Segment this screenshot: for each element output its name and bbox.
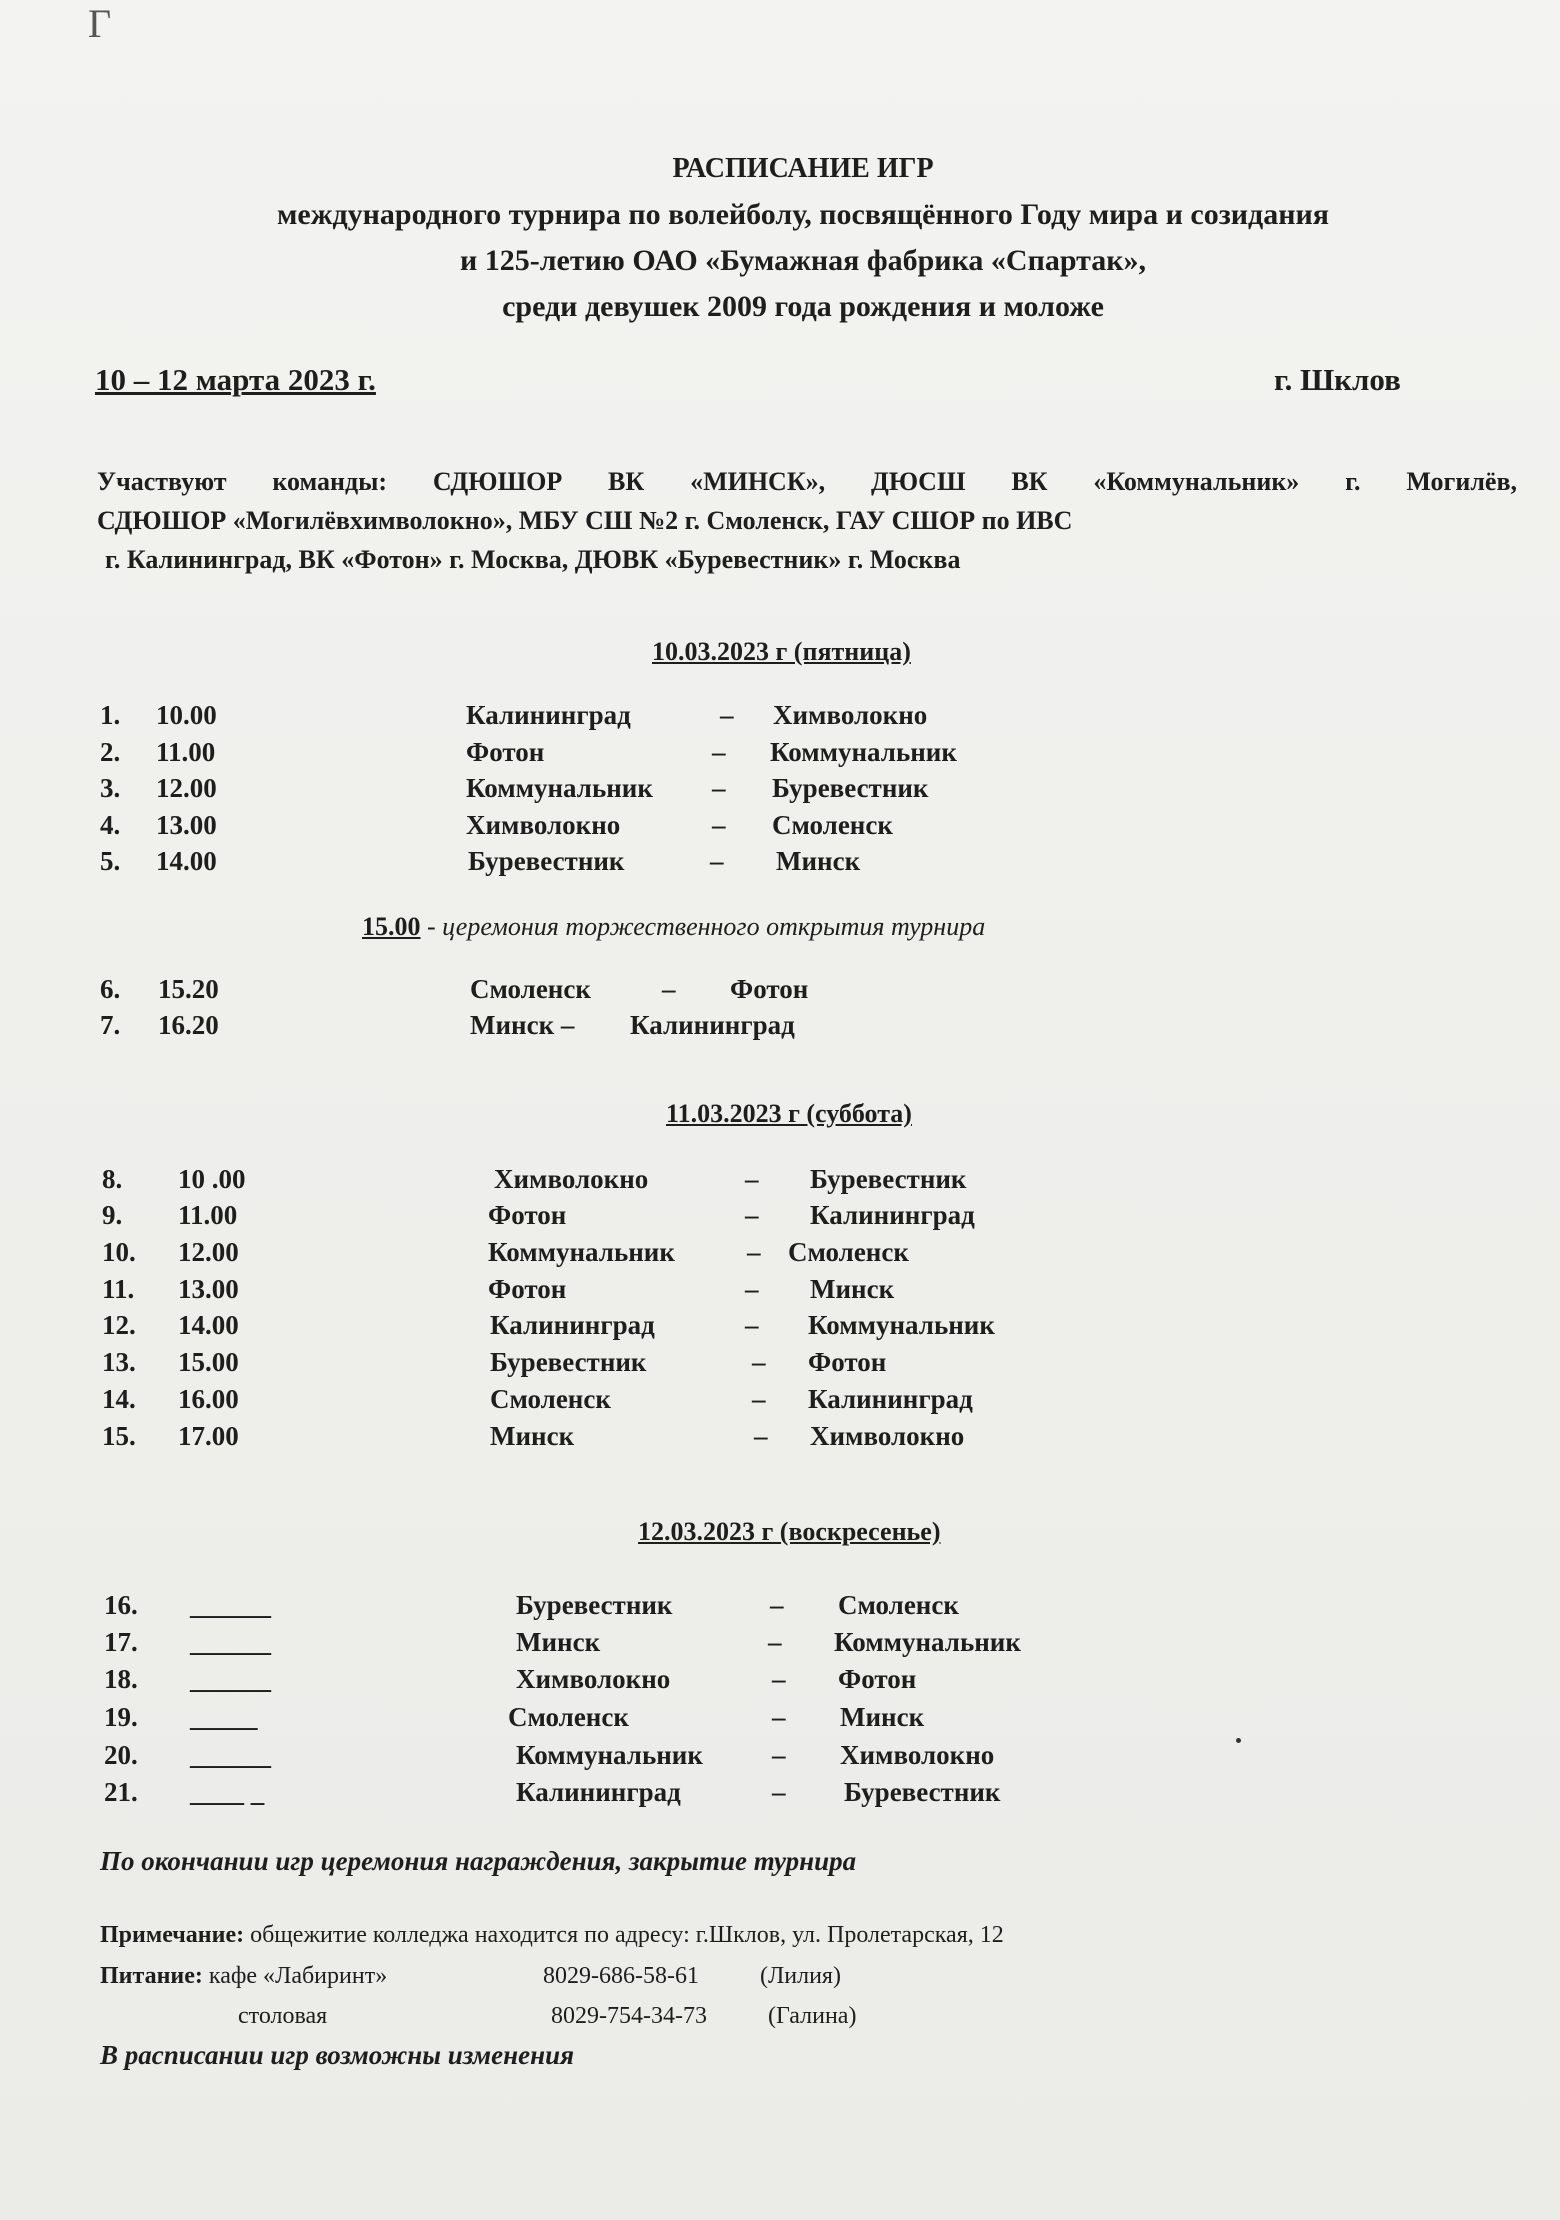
day-header-2: 11.03.2023 г (суббота): [666, 1099, 912, 1128]
game-number: 15.: [102, 1421, 136, 1451]
food-label: Питание:: [100, 1963, 203, 1989]
game-time: 14.00: [178, 1310, 239, 1340]
match-dash: –: [710, 846, 724, 876]
match-dash: –: [745, 1274, 759, 1304]
team-home: Смоленск: [490, 1384, 611, 1414]
opening-ceremony: [362, 912, 985, 942]
team-home: Буревестник: [516, 1590, 673, 1620]
game-time: 10.00: [156, 700, 217, 730]
match-dash: –: [662, 974, 676, 1004]
game-time: 13.00: [156, 810, 217, 840]
game-number: 12.: [102, 1310, 136, 1340]
team-home: Фотон: [466, 737, 545, 767]
game-number: 4.: [100, 810, 121, 840]
team-home: Коммунальник: [516, 1740, 703, 1770]
game-row: [100, 810, 1300, 846]
team-home: Минск: [490, 1421, 575, 1451]
game-row: [100, 974, 1300, 1010]
team-away: Калининград: [808, 1384, 973, 1414]
team-away: Калининград: [810, 1200, 975, 1230]
game-time: ____ _: [190, 1777, 265, 1807]
food-contact-2: (Галина): [768, 2003, 857, 2029]
game-number: 11.: [102, 1274, 135, 1304]
team-away: Минск: [776, 846, 861, 876]
game-row: [102, 1421, 1302, 1457]
match-dash: –: [768, 1627, 782, 1657]
game-row: [104, 1590, 1304, 1626]
team-home: Коммунальник: [466, 773, 653, 803]
team-away: Буревестник: [772, 773, 929, 803]
note-label: Примечание:: [100, 1922, 245, 1948]
match-dash: –: [770, 1590, 784, 1620]
game-row: [102, 1384, 1302, 1420]
game-time: 15.00: [178, 1347, 239, 1377]
team-home: Коммунальник: [488, 1237, 675, 1267]
game-number: 5.: [100, 846, 121, 876]
game-time: ______: [190, 1664, 271, 1694]
game-number: 2.: [100, 737, 121, 767]
team-home: Химволокно: [466, 810, 621, 840]
game-row: [100, 773, 1300, 809]
team-away: Химволокно: [773, 700, 928, 730]
game-number: 6.: [100, 974, 121, 1004]
participants-line-1: Участвуют команды: СДЮШОР ВК «МИНСК», ДЮСШ ВК «Коммунальник» г. Могилёв,: [97, 467, 1517, 496]
team-away: Химволокно: [840, 1740, 995, 1770]
game-time: 10 .00: [178, 1164, 246, 1194]
day-header-3: 12.03.2023 г (воскресенье): [638, 1517, 941, 1546]
game-time: ______: [190, 1627, 271, 1657]
game-number: 10.: [102, 1237, 136, 1267]
game-time: 12.00: [156, 773, 217, 803]
match-dash: –: [745, 1164, 759, 1194]
corner-mark: Г: [88, 1, 112, 46]
game-row: [102, 1164, 1302, 1200]
game-number: 8.: [102, 1164, 123, 1194]
game-number: 1.: [100, 700, 121, 730]
match-dash: –: [754, 1421, 768, 1451]
title-line-3: и 125-летию ОАО «Бумажная фабрика «Спартак»,: [459, 244, 1147, 277]
team-away: Смоленск: [788, 1237, 909, 1267]
game-row: [104, 1777, 1304, 1813]
game-number: 13.: [102, 1347, 136, 1377]
game-time: 15.20: [158, 974, 219, 1004]
team-away: Калининград: [630, 1010, 795, 1040]
ceremony-time: 15.00: [362, 912, 421, 941]
team-home: Химволокно: [516, 1664, 671, 1694]
participants-paragraph: [97, 462, 1517, 579]
game-time: 16.20: [158, 1010, 219, 1040]
game-number: 18.: [104, 1664, 138, 1694]
game-row: [104, 1664, 1304, 1700]
game-number: 14.: [102, 1384, 136, 1414]
team-home: Фотон: [488, 1200, 567, 1230]
game-time: 16.00: [178, 1384, 239, 1414]
ceremony-text: - церемония торжественного открытия турнира: [427, 912, 986, 941]
game-time: 11.00: [156, 737, 216, 767]
food-item-1: кафе «Лабиринт»: [208, 1963, 388, 1989]
game-time: 17.00: [178, 1421, 239, 1451]
match-dash: –: [712, 737, 726, 767]
team-home: Буревестник: [490, 1347, 647, 1377]
game-row: [102, 1200, 1302, 1236]
game-number: 21.: [104, 1777, 138, 1807]
document-title: [0, 146, 1560, 330]
team-away: Минск: [840, 1702, 925, 1732]
match-dash: –: [747, 1237, 761, 1267]
team-away: Смоленск: [838, 1590, 959, 1620]
game-row: [100, 846, 1300, 882]
food-contact-1: (Лилия): [760, 1963, 841, 1989]
team-away: Химволокно: [810, 1421, 965, 1451]
closing-ceremony-note: По окончании игр церемония награждения, закрытие турнира: [100, 1846, 857, 1876]
title-line-1: РАСПИСАНИЕ ИГР: [672, 153, 934, 184]
title-line-2: международного турнира по волейболу, посвящённого Году мира и созидания: [276, 198, 1330, 231]
game-row: [104, 1702, 1304, 1738]
game-time: ______: [190, 1590, 271, 1620]
team-away: Фотон: [808, 1347, 887, 1377]
game-time: _____: [190, 1702, 258, 1732]
food-phone-2: 8029-754-34-73: [551, 2003, 707, 2029]
match-dash: –: [752, 1384, 766, 1414]
team-away: Коммунальник: [834, 1627, 1021, 1657]
game-time: 13.00: [178, 1274, 239, 1304]
title-line-4: среди девушек 2009 года рождения и моложе: [502, 290, 1104, 323]
game-row: [102, 1310, 1302, 1346]
team-away: Коммунальник: [770, 737, 957, 767]
match-dash: –: [752, 1347, 766, 1377]
game-number: 9.: [102, 1200, 123, 1230]
day-header-1: 10.03.2023 г (пятница): [652, 637, 911, 666]
team-home: Калининград: [490, 1310, 655, 1340]
match-dash: –: [772, 1702, 786, 1732]
note-text: общежитие колледжа находится по адресу: г.Шклов, ул. Пролетарская, 12: [250, 1922, 1004, 1948]
team-home: Смоленск: [508, 1702, 629, 1732]
match-dash: –: [745, 1200, 759, 1230]
team-home: Смоленск: [470, 974, 591, 1004]
food-item-2: столовая: [238, 2003, 328, 2029]
match-dash: –: [745, 1310, 759, 1340]
game-time: 11.00: [178, 1200, 238, 1230]
game-row: [100, 737, 1300, 773]
changes-disclaimer: В расписании игр возможны изменения: [100, 2040, 575, 2070]
game-row: [100, 700, 1300, 736]
team-away: Коммунальник: [808, 1310, 995, 1340]
team-away: Буревестник: [810, 1164, 967, 1194]
team-home: Калининград: [466, 700, 631, 730]
match-dash: –: [712, 773, 726, 803]
game-row: [104, 1740, 1304, 1776]
game-number: 7.: [100, 1010, 121, 1040]
game-number: 3.: [100, 773, 121, 803]
game-row: [102, 1237, 1302, 1273]
participants-line-2: СДЮШОР «Могилёвхимволокно», МБУ СШ №2 г. Смоленск, ГАУ СШОР по ИВС: [97, 506, 1073, 535]
game-time: ______: [190, 1740, 271, 1770]
team-home: Буревестник: [468, 846, 625, 876]
game-row: [102, 1274, 1302, 1310]
game-time: 14.00: [156, 846, 217, 876]
team-away: Смоленск: [772, 810, 893, 840]
food-line-1: [100, 1963, 387, 1990]
game-row: [104, 1627, 1304, 1663]
participants-line-3: г. Калининград, ВК «Фотон» г. Москва, ДЮВК «Буревестник» г. Москва: [105, 545, 961, 574]
game-number: 17.: [104, 1627, 138, 1657]
tournament-dates: 10 – 12 марта 2023 г.: [95, 362, 376, 397]
match-dash: –: [720, 700, 734, 730]
team-home: Минск –: [470, 1010, 575, 1040]
game-time: 12.00: [178, 1237, 239, 1267]
match-dash: –: [712, 810, 726, 840]
match-dash: –: [772, 1777, 786, 1807]
match-dash: –: [772, 1740, 786, 1770]
team-home: Химволокно: [494, 1164, 649, 1194]
team-away: Буревестник: [844, 1777, 1001, 1807]
tournament-place: г. Шклов: [1274, 362, 1401, 397]
game-row: [100, 1010, 1300, 1046]
team-away: Фотон: [730, 974, 809, 1004]
game-number: 20.: [104, 1740, 138, 1770]
team-home: Калининград: [516, 1777, 681, 1807]
game-number: 19.: [104, 1702, 138, 1732]
game-row: [102, 1347, 1302, 1383]
team-home: Фотон: [488, 1274, 567, 1304]
food-phone-1: 8029-686-58-61: [543, 1963, 699, 1989]
note-line: [100, 1922, 1004, 1949]
stray-dot: [1236, 1738, 1241, 1743]
game-number: 16.: [104, 1590, 138, 1620]
match-dash: –: [772, 1664, 786, 1694]
team-away: Минск: [810, 1274, 895, 1304]
team-home: Минск: [516, 1627, 601, 1657]
team-away: Фотон: [838, 1664, 917, 1694]
